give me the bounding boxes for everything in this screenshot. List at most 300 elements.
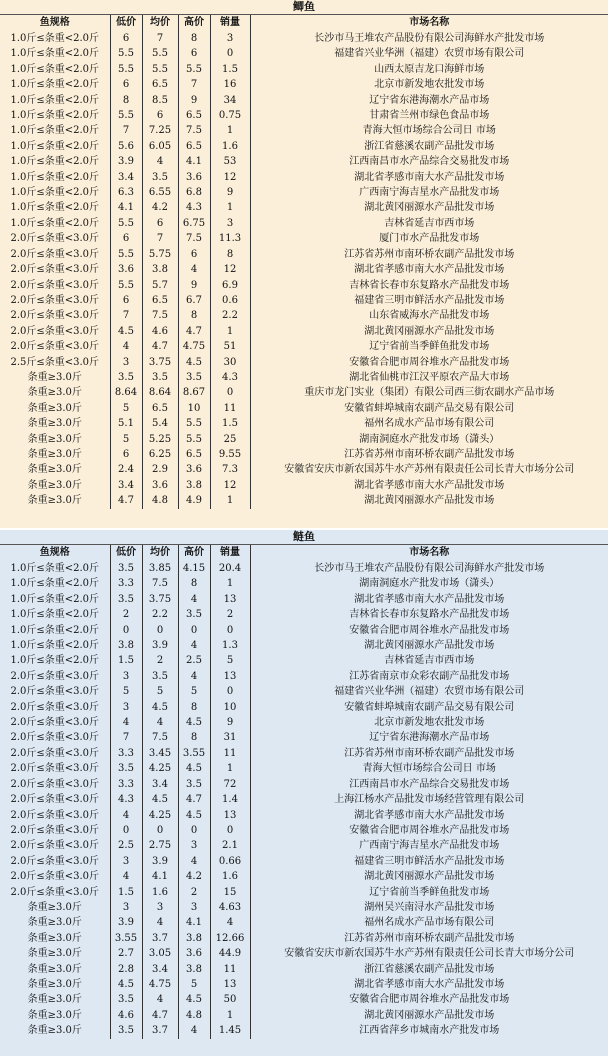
cell-high: 4.2 — [178, 869, 210, 884]
cell-avg: 7.5 — [142, 576, 178, 591]
cell-spec: 条重≥3.0斤 — [0, 977, 110, 992]
cell-market: 长沙市马王堆农产品股份有限公司海鲜水产批发市场 — [314, 563, 545, 574]
cell-avg: 4.5 — [142, 700, 178, 715]
cell-volume: 16 — [210, 77, 250, 92]
cell-volume: 15 — [210, 885, 250, 900]
cell-market: 湖北省仙桃市江汉平原农产品大市场 — [349, 371, 510, 383]
table-row — [0, 370, 608, 385]
cell-market: 湖北黄冈丽源水产品批发市场 — [364, 1009, 495, 1021]
cell-avg: 3.4 — [142, 962, 178, 977]
cell-high: 6.8 — [178, 185, 210, 200]
cell-low: 2.8 — [110, 962, 142, 977]
table-row — [0, 154, 608, 169]
cell-volume: 2.1 — [210, 838, 250, 853]
cell-low: 5.5 — [110, 216, 142, 231]
table-row — [0, 185, 608, 200]
cell-spec: 1.0斤≤条重<2.0斤 — [0, 108, 110, 123]
cell-avg: 2.75 — [142, 838, 178, 853]
table-row — [0, 700, 608, 715]
header-volume: 销量 — [210, 15, 250, 31]
cell-avg: 3.5 — [142, 370, 178, 385]
cell-avg: 4.75 — [142, 977, 178, 992]
cell-market: 浙江省慈溪农副产品批发市场 — [364, 963, 495, 975]
table-row — [0, 123, 608, 138]
cell-low: 3.4 — [110, 170, 142, 185]
cell-low: 4.5 — [110, 324, 142, 339]
table-row — [0, 31, 608, 46]
table-row — [0, 977, 608, 992]
cell-low: 5 — [110, 401, 142, 416]
cell-low: 3.5 — [110, 592, 142, 607]
cell-high: 4 — [178, 592, 210, 607]
cell-market: 湖北省孝感市南大水产品批发市场 — [354, 264, 505, 276]
cell-market: 吉林省长春市东复路水产品批发市场 — [349, 279, 510, 291]
cell-low: 8 — [110, 93, 142, 108]
cell-high: 8 — [178, 31, 210, 46]
cell-volume: 12 — [210, 262, 250, 277]
cell-market: 江苏省苏州市南环桥农副产品批发市场 — [344, 747, 515, 759]
cell-high: 3 — [178, 838, 210, 853]
cell-spec: 2.0斤≤条重<3.0斤 — [0, 339, 110, 354]
cell-volume: 1 — [210, 761, 250, 776]
cell-spec: 1.0斤≤条重<2.0斤 — [0, 200, 110, 215]
cell-volume: 4.63 — [210, 900, 250, 915]
cell-low: 3 — [110, 355, 142, 370]
cell-market: 湖南洞庭水产批发市场（潇头） — [359, 578, 500, 590]
cell-spec: 条重≥3.0斤 — [0, 992, 110, 1007]
cell-high: 2.5 — [178, 653, 210, 668]
cell-high: 4.3 — [178, 200, 210, 215]
section-silver-carp — [0, 530, 608, 1056]
cell-volume: 50 — [210, 992, 250, 1007]
cell-low: 3 — [110, 854, 142, 869]
cell-market: 安徽省合肥市周谷堆水产品批发市场 — [349, 624, 510, 636]
cell-avg: 4.2 — [142, 200, 178, 215]
cell-avg: 5.5 — [142, 62, 178, 77]
cell-avg: 3.7 — [142, 1023, 178, 1038]
cell-avg: 3.75 — [142, 355, 178, 370]
cell-low: 3.3 — [110, 576, 142, 591]
cell-low: 3.55 — [110, 931, 142, 946]
cell-low: 4.6 — [110, 1008, 142, 1023]
cell-low: 2 — [110, 607, 142, 622]
cell-volume: 1 — [210, 1008, 250, 1023]
cell-market: 江苏省苏州市南环桥农副产品批发市场 — [344, 248, 515, 260]
cell-high: 3.5 — [178, 370, 210, 385]
cell-high: 4 — [178, 638, 210, 653]
cell-volume: 20.4 — [210, 561, 250, 576]
cell-spec: 条重≥3.0斤 — [0, 416, 110, 431]
table-row — [0, 170, 608, 185]
cell-spec: 条重≥3.0斤 — [0, 915, 110, 930]
cell-high: 10 — [178, 401, 210, 416]
table-row — [0, 462, 608, 477]
cell-spec: 2.0斤≤条重<3.0斤 — [0, 231, 110, 246]
header-row — [0, 545, 608, 561]
cell-high: 3.5 — [178, 777, 210, 792]
cell-high: 4 — [178, 262, 210, 277]
cell-market: 安徽省蚌埠城南农副产品交易有限公司 — [344, 402, 515, 414]
cell-high: 6.7 — [178, 293, 210, 308]
header-market: 市场名称 — [409, 17, 450, 28]
cell-high: 3.6 — [178, 462, 210, 477]
cell-low: 0 — [110, 823, 142, 838]
section-title: 鲢鱼 — [0, 530, 608, 545]
cell-spec: 条重≥3.0斤 — [0, 401, 110, 416]
table-row — [0, 308, 608, 323]
cell-avg: 5 — [142, 684, 178, 699]
cell-high: 5 — [178, 684, 210, 699]
cell-avg: 7 — [142, 31, 178, 46]
table-row — [0, 623, 608, 638]
cell-high: 4.5 — [178, 808, 210, 823]
cell-avg: 4 — [142, 715, 178, 730]
cell-spec: 2.0斤≤条重<3.0斤 — [0, 730, 110, 745]
cell-spec: 1.0斤≤条重<2.0斤 — [0, 154, 110, 169]
cell-spec: 条重≥3.0斤 — [0, 370, 110, 385]
cell-high: 4.5 — [178, 761, 210, 776]
header-avg: 均价 — [142, 15, 178, 31]
cell-spec: 1.0斤≤条重<2.0斤 — [0, 77, 110, 92]
cell-avg: 3.4 — [142, 777, 178, 792]
cell-avg: 6.05 — [142, 139, 178, 154]
cell-high: 7.5 — [178, 231, 210, 246]
cell-high: 5.5 — [178, 416, 210, 431]
table-row — [0, 592, 608, 607]
cell-low: 5.5 — [110, 46, 142, 61]
cell-volume: 7.3 — [210, 462, 250, 477]
table-row — [0, 561, 608, 576]
cell-volume: 44.9 — [210, 946, 250, 961]
cell-market: 吉林省长春市东复路水产品批发市场 — [349, 609, 510, 621]
cell-low: 2.4 — [110, 462, 142, 477]
cell-market: 江苏省苏州市南环桥农副产品批发市场 — [344, 448, 515, 460]
cell-high: 4.5 — [178, 992, 210, 1007]
cell-volume: 34 — [210, 93, 250, 108]
cell-spec: 2.0斤≤条重<3.0斤 — [0, 684, 110, 699]
cell-avg: 6.55 — [142, 185, 178, 200]
header-row — [0, 15, 608, 31]
cell-volume: 1 — [210, 493, 250, 508]
cell-volume: 0 — [210, 46, 250, 61]
cell-avg: 3.5 — [142, 669, 178, 684]
cell-spec: 条重≥3.0斤 — [0, 946, 110, 961]
cell-market: 湖北黄冈丽源水产品批发市场 — [364, 495, 495, 507]
table-row — [0, 669, 608, 684]
cell-high: 5.5 — [178, 432, 210, 447]
cell-high: 4 — [178, 669, 210, 684]
cell-low: 4.3 — [110, 792, 142, 807]
cell-market: 湖北黄冈丽源水产品批发市场 — [364, 640, 495, 652]
cell-volume: 11 — [210, 962, 250, 977]
cell-spec: 条重≥3.0斤 — [0, 1023, 110, 1038]
table-row — [0, 231, 608, 246]
cell-avg: 5.4 — [142, 416, 178, 431]
cell-volume: 3 — [210, 216, 250, 231]
cell-high: 3.55 — [178, 746, 210, 761]
cell-market: 北京市新发地农批发市场 — [374, 717, 485, 729]
cell-high: 5 — [178, 977, 210, 992]
cell-spec: 2.0斤≤条重<3.0斤 — [0, 293, 110, 308]
cell-volume: 0 — [210, 385, 250, 400]
cell-volume: 30 — [210, 355, 250, 370]
cell-spec: 条重≥3.0斤 — [0, 931, 110, 946]
cell-market: 广西南宁海吉星水产品批发市场 — [359, 840, 500, 852]
cell-avg: 4.6 — [142, 324, 178, 339]
cell-high: 4.75 — [178, 339, 210, 354]
cell-market: 青海大恒市场综合公司日 市场 — [362, 763, 496, 775]
cell-market: 吉林省延吉市西市场 — [384, 655, 475, 667]
cell-avg: 8.64 — [142, 385, 178, 400]
cell-low: 5 — [110, 684, 142, 699]
cell-high: 5.5 — [178, 62, 210, 77]
cell-volume: 1 — [210, 576, 250, 591]
cell-volume: 11.3 — [210, 231, 250, 246]
cell-avg: 4.25 — [142, 808, 178, 823]
cell-volume: 0 — [210, 684, 250, 699]
cell-volume: 2 — [210, 607, 250, 622]
cell-market: 辽宁省东港海潮水产品市场 — [369, 732, 490, 744]
cell-market: 湖北省孝感市南大水产品批发市场 — [354, 593, 505, 605]
cell-spec: 1.0斤≤条重<2.0斤 — [0, 170, 110, 185]
cell-spec: 2.0斤≤条重<3.0斤 — [0, 792, 110, 807]
cell-high: 4.5 — [178, 355, 210, 370]
cell-volume: 12.66 — [210, 931, 250, 946]
table-row — [0, 478, 608, 493]
cell-low: 0 — [110, 623, 142, 638]
cell-avg: 3.45 — [142, 746, 178, 761]
cell-volume: 1.6 — [210, 869, 250, 884]
cell-low: 3 — [110, 669, 142, 684]
cell-spec: 2.0斤≤条重<3.0斤 — [0, 278, 110, 293]
cell-low: 7 — [110, 730, 142, 745]
cell-volume: 1 — [210, 200, 250, 215]
cell-volume: 0 — [210, 623, 250, 638]
cell-avg: 1.6 — [142, 885, 178, 900]
cell-volume: 9 — [210, 715, 250, 730]
cell-volume: 51 — [210, 339, 250, 354]
cell-spec: 条重≥3.0斤 — [0, 962, 110, 977]
cell-market: 重庆市龙门实业（集团）有限公司西三街农副水产品市场 — [304, 387, 555, 399]
cell-spec: 1.0斤≤条重<2.0斤 — [0, 592, 110, 607]
cell-avg: 5.5 — [142, 46, 178, 61]
cell-volume: 11 — [210, 401, 250, 416]
cell-low: 5.5 — [110, 62, 142, 77]
cell-volume: 1.3 — [210, 638, 250, 653]
table-row — [0, 915, 608, 930]
cell-market: 安徽省安庆市新农国苏牛水产苏州有限责任公司长青大市场分公司 — [284, 464, 575, 476]
table-row — [0, 216, 608, 231]
cell-market: 安徽省合肥市周谷堆水产品批发市场 — [349, 994, 510, 1006]
cell-high: 6 — [178, 247, 210, 262]
cell-low: 2.5 — [110, 838, 142, 853]
table-row — [0, 900, 608, 915]
header-avg: 均价 — [142, 545, 178, 561]
cell-spec: 1.0斤≤条重<2.0斤 — [0, 653, 110, 668]
cell-market: 福建省兴业华洲（福建）农贸市场有限公司 — [334, 686, 525, 698]
cell-volume: 25 — [210, 432, 250, 447]
cell-low: 3.9 — [110, 154, 142, 169]
cell-market: 福建省三明市鲜活水产品批发市场 — [354, 855, 505, 867]
cell-low: 6 — [110, 77, 142, 92]
cell-volume: 1.5 — [210, 416, 250, 431]
table-row — [0, 139, 608, 154]
cell-avg: 3.75 — [142, 592, 178, 607]
price-table — [0, 545, 608, 1039]
cell-volume: 72 — [210, 777, 250, 792]
cell-spec: 1.0斤≤条重<2.0斤 — [0, 561, 110, 576]
cell-volume: 13 — [210, 592, 250, 607]
cell-volume: 31 — [210, 730, 250, 745]
cell-spec: 2.0斤≤条重<3.0斤 — [0, 669, 110, 684]
cell-market: 安徽省合肥市周谷堆水产品批发市场 — [349, 824, 510, 836]
cell-spec: 1.0斤≤条重<2.0斤 — [0, 216, 110, 231]
cell-low: 4 — [110, 339, 142, 354]
cell-market: 江西省萍乡市城南水产批发市场 — [359, 1025, 500, 1037]
cell-low: 3.3 — [110, 777, 142, 792]
cell-low: 4.1 — [110, 200, 142, 215]
cell-high: 4.9 — [178, 493, 210, 508]
cell-spec: 2.0斤≤条重<3.0斤 — [0, 885, 110, 900]
cell-avg: 0 — [142, 823, 178, 838]
cell-volume: 10 — [210, 700, 250, 715]
table-row — [0, 746, 608, 761]
cell-high: 8 — [178, 308, 210, 323]
cell-avg: 6.5 — [142, 401, 178, 416]
cell-spec: 1.0斤≤条重<2.0斤 — [0, 62, 110, 77]
table-row — [0, 108, 608, 123]
cell-low: 6 — [110, 293, 142, 308]
cell-volume: 12 — [210, 170, 250, 185]
table-row — [0, 576, 608, 591]
cell-avg: 6.25 — [142, 447, 178, 462]
table-row — [0, 447, 608, 462]
cell-avg: 3.9 — [142, 638, 178, 653]
table-row — [0, 247, 608, 262]
cell-low: 5.1 — [110, 416, 142, 431]
cell-low: 5.5 — [110, 108, 142, 123]
table-row — [0, 1023, 608, 1038]
cell-high: 7 — [178, 77, 210, 92]
cell-market: 辽宁省前当季鲜鱼批发市场 — [369, 886, 490, 898]
table-row — [0, 385, 608, 400]
cell-low: 3.4 — [110, 478, 142, 493]
cell-volume: 13 — [210, 669, 250, 684]
cell-market: 厦门市水产品批发市场 — [379, 233, 480, 245]
cell-high: 8.67 — [178, 385, 210, 400]
cell-spec: 条重≥3.0斤 — [0, 900, 110, 915]
cell-low: 3.8 — [110, 638, 142, 653]
table-row — [0, 962, 608, 977]
table-body — [0, 561, 608, 1039]
cell-high: 3.8 — [178, 931, 210, 946]
table-row — [0, 869, 608, 884]
cell-market: 湖州吴兴南浔水产品批发市场 — [364, 901, 495, 913]
cell-volume: 3 — [210, 31, 250, 46]
cell-low: 3.5 — [110, 992, 142, 1007]
cell-avg: 7.5 — [142, 730, 178, 745]
cell-low: 3.6 — [110, 262, 142, 277]
table-row — [0, 200, 608, 215]
cell-high: 9 — [178, 93, 210, 108]
cell-low: 8.64 — [110, 385, 142, 400]
cell-volume: 1.5 — [210, 62, 250, 77]
cell-market: 湖北黄冈丽源水产品批发市场 — [364, 325, 495, 337]
cell-avg: 6 — [142, 108, 178, 123]
cell-volume: 0.66 — [210, 854, 250, 869]
cell-spec: 条重≥3.0斤 — [0, 432, 110, 447]
cell-low: 3.9 — [110, 915, 142, 930]
cell-avg: 6.5 — [142, 293, 178, 308]
cell-avg: 3.6 — [142, 478, 178, 493]
cell-high: 3.5 — [178, 607, 210, 622]
cell-low: 3.3 — [110, 746, 142, 761]
cell-spec: 1.0斤≤条重<2.0斤 — [0, 576, 110, 591]
table-row — [0, 730, 608, 745]
cell-market: 甘肃省兰州市绿色食品市场 — [369, 110, 490, 122]
table-body — [0, 31, 608, 509]
cell-spec: 1.0斤≤条重<2.0斤 — [0, 607, 110, 622]
table-row — [0, 355, 608, 370]
table-row — [0, 493, 608, 508]
cell-market: 福州名成水产品市场有限公司 — [364, 917, 495, 929]
cell-volume: 5 — [210, 653, 250, 668]
cell-volume: 12 — [210, 478, 250, 493]
header-high: 高价 — [178, 15, 210, 31]
cell-low: 3 — [110, 900, 142, 915]
header-low: 低价 — [110, 545, 142, 561]
cell-high: 6.5 — [178, 108, 210, 123]
cell-market: 江苏省苏州市南环桥农副产品批发市场 — [344, 932, 515, 944]
cell-spec: 1.0斤≤条重<2.0斤 — [0, 46, 110, 61]
cell-high: 8 — [178, 700, 210, 715]
cell-high: 6.75 — [178, 216, 210, 231]
cell-market: 福建省兴业华洲（福建）农贸市场有限公司 — [334, 48, 525, 60]
cell-high: 4.7 — [178, 324, 210, 339]
table-row — [0, 607, 608, 622]
cell-low: 5.5 — [110, 278, 142, 293]
cell-avg: 3.7 — [142, 931, 178, 946]
cell-avg: 3 — [142, 900, 178, 915]
cell-spec: 2.0斤≤条重<3.0斤 — [0, 808, 110, 823]
cell-avg: 4.7 — [142, 1008, 178, 1023]
cell-spec: 条重≥3.0斤 — [0, 385, 110, 400]
table-row — [0, 262, 608, 277]
table-row — [0, 992, 608, 1007]
cell-spec: 条重≥3.0斤 — [0, 478, 110, 493]
cell-market: 江西南昌市水产品综合交易批发市场 — [349, 156, 510, 168]
cell-spec: 1.0斤≤条重<2.0斤 — [0, 139, 110, 154]
cell-volume: 2.2 — [210, 308, 250, 323]
cell-volume: 1.6 — [210, 139, 250, 154]
cell-market: 湖北省孝感市南大水产品批发市场 — [354, 809, 505, 821]
cell-spec: 2.0斤≤条重<3.0斤 — [0, 854, 110, 869]
cell-high: 8 — [178, 576, 210, 591]
table-row — [0, 885, 608, 900]
cell-high: 3 — [178, 900, 210, 915]
cell-high: 4.7 — [178, 792, 210, 807]
cell-low: 4 — [110, 869, 142, 884]
cell-market: 江苏省南京市众彩农副产品批发市场 — [349, 670, 510, 682]
cell-avg: 4.7 — [142, 339, 178, 354]
cell-spec: 条重≥3.0斤 — [0, 1008, 110, 1023]
table-row — [0, 777, 608, 792]
cell-avg: 6.5 — [142, 77, 178, 92]
table-row — [0, 62, 608, 77]
cell-high: 9 — [178, 278, 210, 293]
cell-spec: 2.0斤≤条重<3.0斤 — [0, 247, 110, 262]
cell-low: 4.5 — [110, 977, 142, 992]
